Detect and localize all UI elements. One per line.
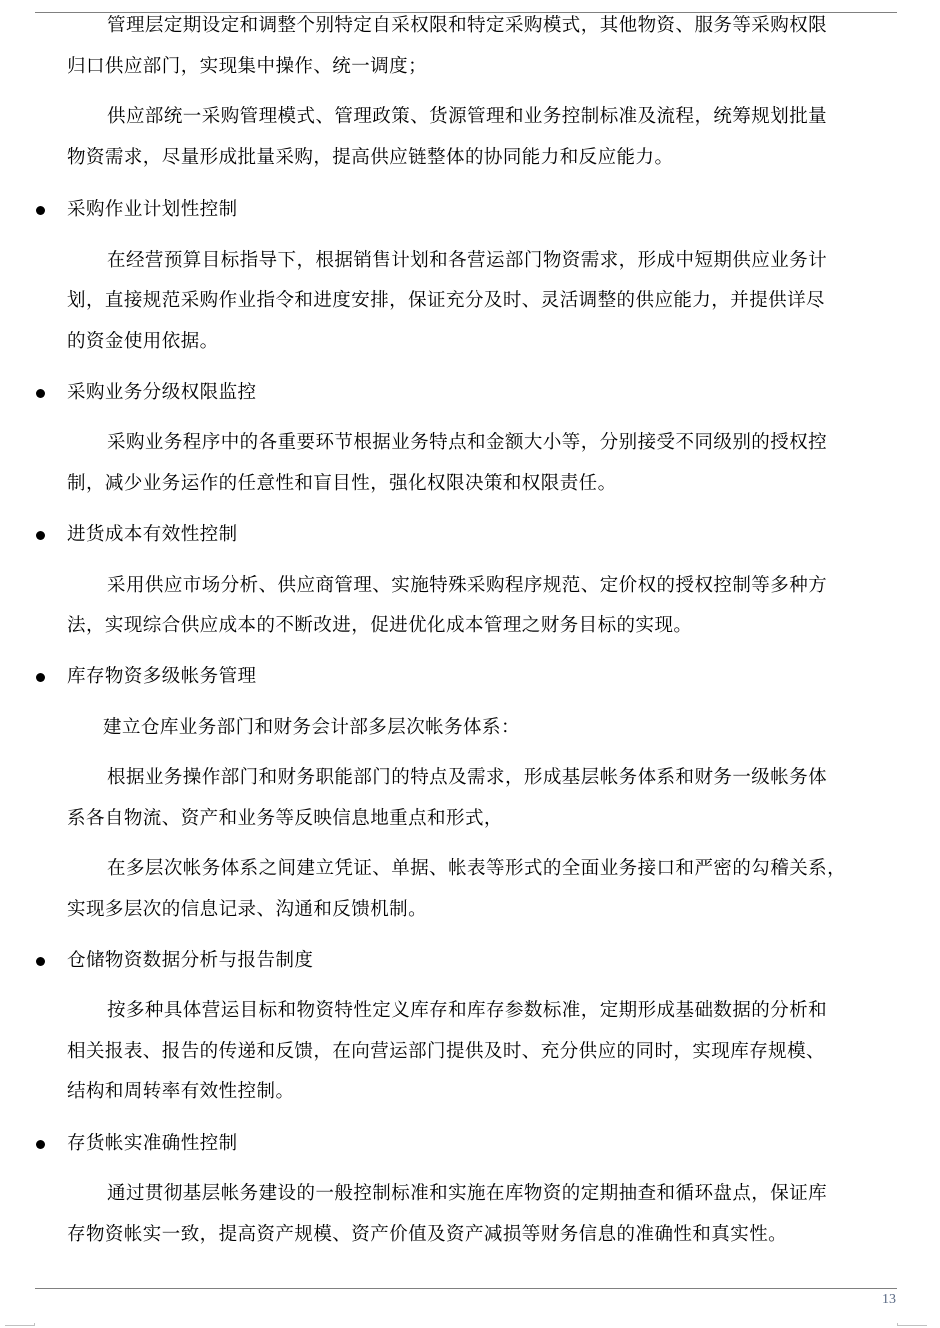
header-rule	[35, 12, 897, 13]
bullet-icon	[36, 389, 45, 398]
paragraph-line: 在经营预算目标指导下，根据销售计划和各营运部门物资需求，形成中短期供应业务计	[107, 250, 828, 271]
paragraph-line: 实现多层次的信息记录、沟通和反馈机制。	[67, 899, 428, 920]
paragraph-line: 法，实现综合供应成本的不断改进，促进优化成本管理之财务目标的实现。	[67, 615, 693, 636]
paragraph-line: 供应部统一采购管理模式、管理政策、货源管理和业务控制标准及流程，统筹规划批量	[107, 106, 828, 127]
paragraph-line: 物资需求，尽量形成批量采购，提高供应链整体的协同能力和反应能力。	[67, 147, 674, 168]
paragraph-line: 归口供应部门，实现集中操作、统一调度；	[67, 56, 428, 77]
bullet-icon	[36, 673, 45, 682]
paragraph-line: 制，减少业务运作的任意性和盲目性，强化权限决策和权限责任。	[67, 473, 617, 494]
footer-rule	[35, 1288, 897, 1289]
paragraph-line: 按多种具体营运目标和物资特性定义库存和库存参数标准，定期形成基础数据的分析和	[107, 1000, 828, 1021]
crop-mark-right	[897, 1325, 927, 1326]
paragraph-line: 存物资帐实一致，提高资产规模、资产价值及资产减损等财务信息的准确性和真实性。	[67, 1224, 788, 1245]
section-heading: 仓储物资数据分析与报告制度	[67, 950, 314, 971]
paragraph-line: 系各自物流、资产和业务等反映信息地重点和形式，	[67, 808, 503, 829]
paragraph-line: 管理层定期设定和调整个别特定自采权限和特定采购模式，其他物资、服务等采购权限	[107, 15, 828, 36]
bullet-icon	[36, 531, 45, 540]
paragraph-line: 采用供应市场分析、供应商管理、实施特殊采购程序规范、定价权的授权控制等多种方	[107, 575, 828, 596]
section-heading: 采购业务分级权限监控	[67, 382, 257, 403]
bullet-icon	[36, 1140, 45, 1149]
section-heading: 库存物资多级帐务管理	[67, 666, 257, 687]
paragraph-line: 根据业务操作部门和财务职能部门的特点及需求，形成基层帐务体系和财务一级帐务体	[107, 767, 828, 788]
paragraph-line: 相关报表、报告的传递和反馈，在向营运部门提供及时、充分供应的同时，实现库存规模、	[67, 1041, 826, 1062]
paragraph-line: 划，直接规范采购作业指令和进度安排，保证充分及时、灵活调整的供应能力，并提供详尽	[67, 290, 826, 311]
paragraph-line: 在多层次帐务体系之间建立凭证、单据、帐表等形式的全面业务接口和严密的勾稽关系，	[107, 858, 847, 879]
paragraph-line: 结构和周转率有效性控制。	[67, 1081, 295, 1102]
section-heading: 进货成本有效性控制	[67, 524, 238, 545]
section-heading: 采购作业计划性控制	[67, 199, 238, 220]
bullet-icon	[36, 957, 45, 966]
paragraph-line: 建立仓库业务部门和财务会计部多层次帐务体系：	[103, 717, 520, 738]
paragraph-line: 的资金使用依据。	[67, 331, 219, 352]
page-number: 13	[882, 1292, 896, 1307]
bullet-icon	[36, 206, 45, 215]
crop-mark-left	[5, 1325, 35, 1326]
paragraph-line: 采购业务程序中的各重要环节根据业务特点和金额大小等，分别接受不同级别的授权控	[107, 432, 828, 453]
section-heading: 存货帐实准确性控制	[67, 1133, 238, 1154]
paragraph-line: 通过贯彻基层帐务建设的一般控制标准和实施在库物资的定期抽查和循环盘点，保证库	[107, 1183, 828, 1204]
